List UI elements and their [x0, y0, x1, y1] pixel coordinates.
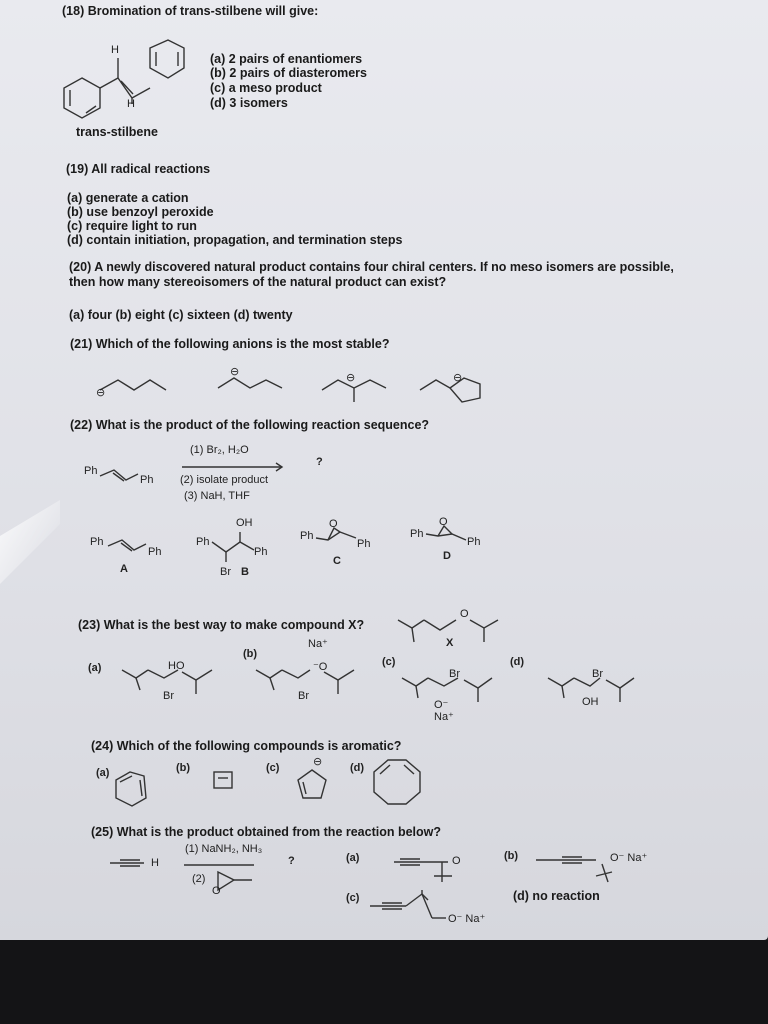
q20-options: (a) four (b) eight (c) sixteen (d) twenty — [69, 308, 293, 322]
q21-charge-4: ⊖ — [453, 372, 463, 384]
q19-option-b: (b) use benzoyl peroxide — [67, 205, 214, 219]
q19-option-c: (c) require light to run — [67, 219, 197, 233]
q24-opt-c-structure — [294, 768, 330, 802]
q25-title: (25) What is the product obtained from the reaction below? — [91, 825, 442, 839]
q22-d-epoxide — [426, 522, 470, 546]
q24-opt-d-structure — [372, 758, 424, 808]
q23-opt-c-br: Br — [449, 668, 460, 680]
q25-opt-c-label: (c) — [346, 892, 360, 904]
q23-opt-d-br: Br — [592, 668, 603, 680]
q18-h-top: H — [111, 44, 119, 56]
q22-title: (22) What is the product of the following reaction sequence? — [70, 418, 430, 432]
q23-opt-a-br: Br — [163, 690, 174, 702]
q18-option-c: (c) a meso product — [210, 81, 322, 95]
q22-b-oh: OH — [236, 517, 253, 529]
q25-alkyne — [110, 858, 150, 868]
q21-anion-structures — [100, 368, 500, 408]
q25-step-1: (1) NaNH₂, NH₃ — [185, 843, 263, 855]
q24-opt-b-structure — [212, 770, 236, 792]
q22-label-c: C — [333, 555, 341, 567]
q22-c-epoxide — [316, 524, 360, 548]
q23-opt-b-label: (b) — [243, 648, 258, 660]
q22-unknown: ? — [316, 456, 323, 468]
monitor-bottom-bar — [0, 940, 768, 1024]
q23-opt-a-label: (a) — [88, 662, 102, 674]
q24-opt-d-label: (d) — [350, 762, 365, 774]
q22-a-ph-left: Ph — [90, 536, 104, 548]
q23-opt-c-o: O⁻ — [434, 699, 449, 711]
q24-opt-b-label: (b) — [176, 762, 191, 774]
q22-label-d: D — [443, 550, 451, 562]
q22-label-b: B — [241, 566, 249, 578]
q19-option-a: (a) generate a cation — [67, 191, 189, 205]
q21-charge-2: ⊖ — [230, 366, 240, 378]
q22-d-ph-left: Ph — [410, 528, 424, 540]
q18-option-d: (d) 3 isomers — [210, 96, 288, 110]
q22-reactant-ph-left: Ph — [84, 465, 98, 477]
q18-option-a: (a) 2 pairs of enantiomers — [210, 52, 363, 66]
q21-charge-1: ⊖ — [96, 387, 106, 399]
q22-step-2: (2) isolate product — [180, 474, 269, 486]
q23-opt-d-label: (d) — [510, 656, 525, 668]
q25-epoxide-o: O — [212, 885, 221, 897]
q22-a-alkene — [108, 538, 148, 554]
q22-b-ph-left: Ph — [196, 536, 210, 548]
q22-c-o: O — [329, 518, 338, 530]
q25-opt-c-o-na: O⁻ Na⁺ — [448, 913, 486, 925]
screen-glare — [0, 500, 60, 620]
compound-x-o: O — [460, 608, 469, 620]
q20-line-2: then how many stereoisomers of the natural product can exist? — [69, 275, 447, 289]
q22-c-ph-left: Ph — [300, 530, 314, 542]
q23-opt-b-o: ⁻O — [313, 661, 328, 673]
q22-reactant-ph-right: Ph — [140, 474, 154, 486]
q22-c-ph-right: Ph — [357, 538, 371, 550]
q25-alkyne-h: H — [151, 857, 159, 869]
q23-opt-a-ho: HO — [168, 660, 185, 672]
q20-line-1: (20) A newly discovered natural product contains four chiral centers. If no meso isomers are possible, — [69, 260, 674, 274]
q23-opt-c-label: (c) — [382, 656, 396, 668]
q24-opt-c-label: (c) — [266, 762, 280, 774]
q25-opt-a-label: (a) — [346, 852, 360, 864]
q23-opt-c-na: Na⁺ — [434, 711, 454, 723]
q24-opt-a-label: (a) — [96, 767, 110, 779]
q22-b-br: Br — [220, 566, 231, 578]
q23-opt-c-structure — [402, 672, 498, 706]
q23-opt-b-na: Na⁺ — [308, 638, 328, 650]
q23-opt-d-oh: OH — [582, 696, 599, 708]
q22-label-a: A — [120, 563, 128, 575]
q22-d-o: O — [439, 516, 448, 528]
q21-title: (21) Which of the following anions is the most stable? — [70, 337, 390, 351]
q22-reactant-alkene — [100, 468, 140, 484]
q25-opt-d: (d) no reaction — [513, 889, 600, 903]
q19-title: (19) All radical reactions — [66, 162, 211, 176]
q23-opt-b-br: Br — [298, 690, 309, 702]
q22-step-1: (1) Br₂, H₂O — [190, 444, 249, 456]
q19-option-d: (d) contain initiation, propagation, and termination steps — [67, 233, 403, 247]
q18-caption: trans-stilbene — [76, 125, 158, 139]
q24-title: (24) Which of the following compounds is aromatic? — [91, 739, 402, 753]
q18-h-bottom: H — [127, 98, 135, 110]
q25-opt-b-structure — [536, 852, 616, 888]
q25-opt-b-label: (b) — [504, 850, 519, 862]
q22-b-ph-right: Ph — [254, 546, 268, 558]
q24-opt-c-charge: ⊖ — [313, 756, 323, 768]
q22-a-ph-right: Ph — [148, 546, 162, 558]
q25-unknown: ? — [288, 855, 295, 867]
q18-option-b: (b) 2 pairs of diasteromers — [210, 66, 367, 80]
q21-charge-3: ⊖ — [346, 372, 356, 384]
compound-x-label: X — [446, 637, 454, 649]
q18-title: (18) Bromination of trans-stilbene will give: — [62, 4, 319, 18]
q25-opt-b-o-na: O⁻ Na⁺ — [610, 852, 648, 864]
q22-reaction-arrow — [182, 462, 292, 472]
q22-d-ph-right: Ph — [467, 536, 481, 548]
q25-opt-a-o: O — [452, 855, 461, 867]
q24-opt-a-structure — [112, 766, 152, 808]
q22-step-3: (3) NaH, THF — [184, 490, 250, 502]
q25-opt-c-structure — [370, 888, 450, 928]
q23-title: (23) What is the best way to make compound X? — [78, 618, 365, 632]
q25-step-2: (2) — [192, 873, 206, 885]
